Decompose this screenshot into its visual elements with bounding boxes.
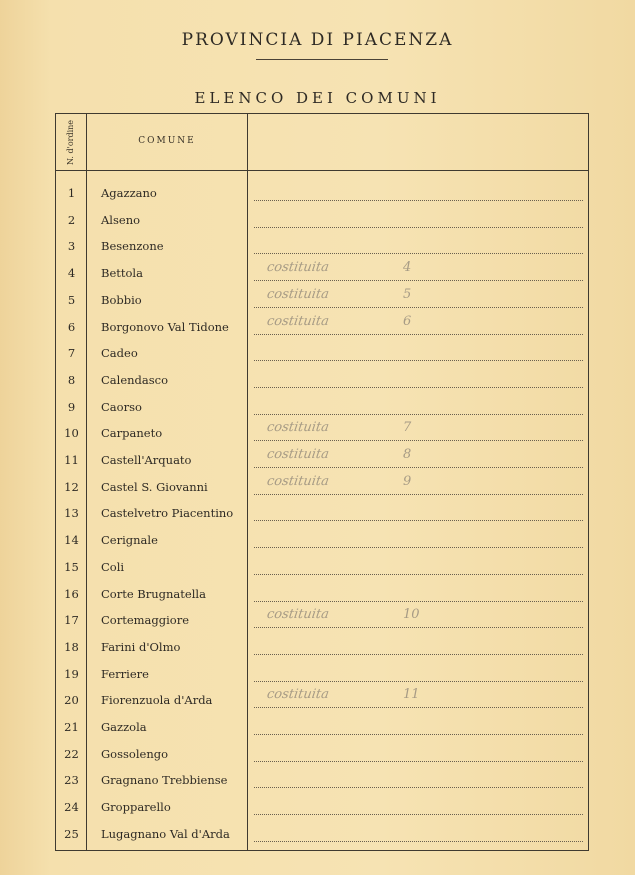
table-row <box>55 630 589 657</box>
row-number: 22 <box>64 746 79 761</box>
row-number: 24 <box>64 800 79 815</box>
row-comune-name: Ferriere <box>101 666 149 681</box>
row-comune-name: Bettola <box>101 266 143 281</box>
row-dotted-line <box>254 761 583 762</box>
table-row <box>55 657 589 684</box>
row-number: 4 <box>67 266 76 281</box>
row-comune-name: Castel S. Giovanni <box>101 479 208 494</box>
table-row <box>55 336 589 363</box>
row-dotted-line <box>254 654 583 655</box>
column-header-number-label: N. d'ordine <box>66 119 76 165</box>
table-row <box>55 683 589 710</box>
row-number: 5 <box>67 292 76 307</box>
row-dotted-line <box>254 200 583 201</box>
row-dotted-line <box>254 360 583 361</box>
row-number: 16 <box>64 586 79 601</box>
table-row <box>55 283 589 310</box>
row-handwritten-note: costituita <box>265 313 330 329</box>
header-divider <box>55 170 589 171</box>
row-number: 2 <box>67 212 76 227</box>
row-comune-name: Caorso <box>101 399 142 414</box>
row-number: 20 <box>64 693 79 708</box>
row-dotted-line <box>254 841 583 842</box>
row-comune-name: Gossolengo <box>101 746 169 761</box>
table-row <box>55 470 589 497</box>
table-row <box>55 523 589 550</box>
table-row <box>55 790 589 817</box>
row-handwritten-number: 10 <box>403 607 420 623</box>
row-number: 23 <box>64 773 79 788</box>
row-dotted-line <box>254 814 583 815</box>
row-comune-name: Agazzano <box>101 186 157 200</box>
table-row <box>55 710 589 737</box>
row-number: 11 <box>64 453 79 467</box>
row-dotted-line <box>254 547 583 548</box>
table-row <box>55 763 589 790</box>
row-comune-name: Gragnano Trebbiense <box>101 773 228 788</box>
row-handwritten-note: costituita <box>265 473 330 489</box>
row-dotted-line <box>254 520 583 521</box>
column-header-number <box>56 114 86 170</box>
row-number: 18 <box>64 639 79 654</box>
row-number: 12 <box>64 479 79 494</box>
row-dotted-line <box>254 467 583 468</box>
row-handwritten-note: costituita <box>265 607 330 623</box>
row-handwritten-number: 5 <box>403 286 412 302</box>
row-comune-name: Castelvetro Piacentino <box>101 506 234 521</box>
row-number: 7 <box>67 346 76 361</box>
row-comune-name: Cerignale <box>101 533 158 548</box>
table-row <box>55 550 589 577</box>
row-dotted-line <box>254 227 583 228</box>
row-comune-name: Borgonovo Val Tidone <box>101 319 229 334</box>
table-row <box>55 203 589 230</box>
row-number: 3 <box>67 239 76 254</box>
row-handwritten-note: costituita <box>265 260 330 276</box>
row-handwritten-number: 9 <box>403 473 412 489</box>
row-dotted-line <box>254 601 583 602</box>
row-handwritten-number: 6 <box>403 313 412 329</box>
row-dotted-line <box>254 494 583 495</box>
row-comune-name: Calendasco <box>101 372 169 387</box>
row-number: 10 <box>64 426 79 441</box>
row-comune-name: Lugagnano Val d'Arda <box>101 826 230 841</box>
row-comune-name: Gropparello <box>101 800 171 815</box>
row-comune-name: Cadeo <box>101 346 138 361</box>
row-handwritten-number: 4 <box>403 260 412 276</box>
row-number: 17 <box>64 613 79 628</box>
row-handwritten-note: costituita <box>265 420 330 436</box>
row-comune-name: Bobbio <box>101 292 142 307</box>
row-comune-name: Gazzola <box>101 720 147 734</box>
page-subtitle: ELENCO DEI COMUNI <box>194 89 441 107</box>
table-row <box>55 817 589 844</box>
row-number: 13 <box>64 506 79 521</box>
row-dotted-line <box>254 253 583 254</box>
row-handwritten-note: costituita <box>265 687 330 703</box>
row-dotted-line <box>254 280 583 281</box>
table-row <box>55 577 589 604</box>
row-handwritten-number: 8 <box>403 447 412 462</box>
table-row <box>55 603 589 630</box>
table-row <box>55 310 589 337</box>
row-comune-name: Cortemaggiore <box>101 613 190 628</box>
row-comune-name: Besenzone <box>101 239 164 254</box>
row-number: 8 <box>67 372 76 387</box>
row-handwritten-number: 11 <box>403 687 420 703</box>
row-dotted-line <box>254 734 583 735</box>
row-handwritten-note: costituita <box>265 286 330 302</box>
row-dotted-line <box>254 414 583 415</box>
row-dotted-line <box>254 440 583 441</box>
row-dotted-line <box>254 307 583 308</box>
table-row <box>55 443 589 470</box>
row-handwritten-number: 7 <box>403 420 412 436</box>
row-dotted-line <box>254 334 583 335</box>
table-row <box>55 496 589 523</box>
row-dotted-line <box>254 681 583 682</box>
table-row <box>55 229 589 256</box>
table-row <box>55 416 589 443</box>
column-header-comune: COMUNE <box>138 136 196 146</box>
row-comune-name: Farini d'Olmo <box>101 639 181 654</box>
row-number: 1 <box>67 186 76 200</box>
row-number: 6 <box>67 319 76 334</box>
table-row <box>55 390 589 417</box>
table-row <box>55 256 589 283</box>
page-title: PROVINCIA DI PIACENZA <box>181 30 454 50</box>
row-number: 15 <box>64 559 79 574</box>
row-dotted-line <box>254 627 583 628</box>
table-row <box>55 363 589 390</box>
row-dotted-line <box>254 574 583 575</box>
row-comune-name: Corte Brugnatella <box>101 586 206 601</box>
row-number: 9 <box>67 399 76 414</box>
row-comune-name: Carpaneto <box>101 426 163 441</box>
row-comune-name: Alseno <box>101 212 141 227</box>
row-number: 19 <box>64 666 79 681</box>
row-number: 14 <box>64 533 79 548</box>
row-comune-name: Castell'Arquato <box>101 453 192 467</box>
row-dotted-line <box>254 787 583 788</box>
row-comune-name: Coli <box>101 559 125 574</box>
row-comune-name: Fiorenzuola d'Arda <box>101 693 213 708</box>
table-row <box>55 737 589 764</box>
title-divider <box>256 59 388 60</box>
row-number: 21 <box>64 720 79 734</box>
table-row <box>55 176 589 203</box>
row-number: 25 <box>64 826 79 841</box>
row-dotted-line <box>254 387 583 388</box>
row-dotted-line <box>254 707 583 708</box>
row-handwritten-note: costituita <box>265 447 330 462</box>
